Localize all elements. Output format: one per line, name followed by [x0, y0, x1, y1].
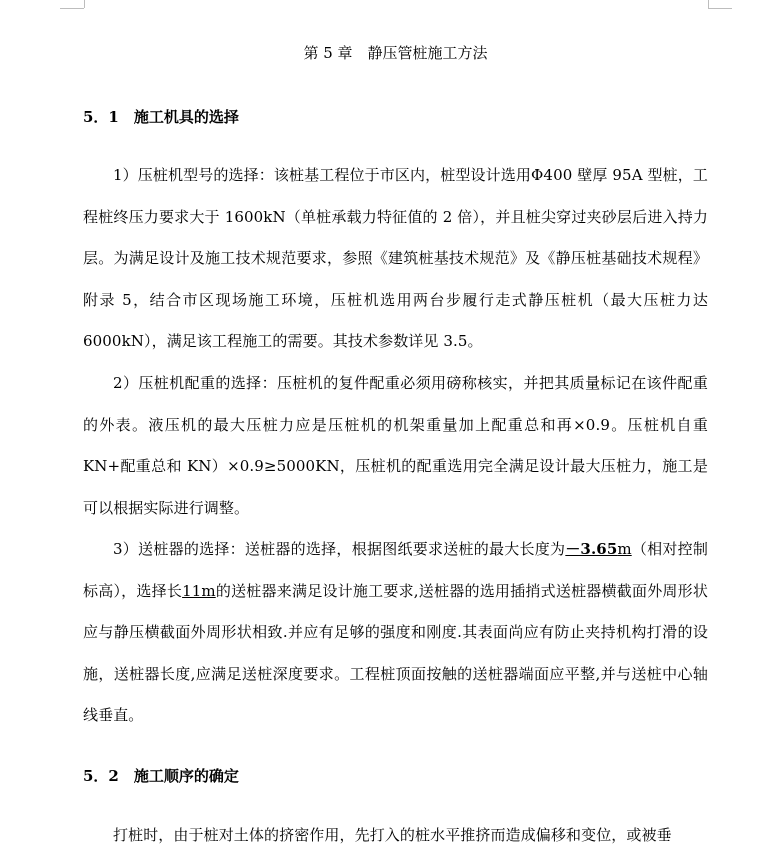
section-heading-5-1: 5．1 施工机具的选择: [83, 108, 239, 126]
page-corner-mark: [708, 0, 709, 8]
page-corner-mark: [60, 8, 84, 9]
paragraph-text: （相对控制标高），选择长: [83, 540, 708, 600]
paragraph-pile-follower: [83, 529, 708, 737]
follower-length: 11m: [182, 581, 216, 600]
page-corner-mark: [708, 8, 732, 9]
paragraph-text: 的送桩器来满足设计施工要求,送桩器的选用插捎式送桩器横截面外周形状应与静压横截面外周形状相致.并应有足够的强度和刚度.其表面尚应有防止夹持机构打滑的设施，送桩器长度,应满足送桩深度要求。工程桩顶面按触的送桩器端面应平整,并与送桩中心轴线垂直。: [83, 581, 708, 724]
paragraph-press-machine-model: 1）压桩机型号的选择：该桩基工程位于市区内，桩型设计选用Φ400 壁厚 95A 型桩，工程桩终压力要求大于 1600kN（单桩承载力特征值的 2 倍），并且桩尖穿过夹砂层后进入持力层。为满足设计及施工技术规范要求，参照《建筑桩基技术规范》及《静压桩基础技术规程》附录 5，结合市区现场施工环境，压桩机选用两台步履行走式静压桩机（最大压桩力达 6000kN），满足该工程施工的需要。其技术参数详见 3.5。: [83, 166, 708, 350]
paragraph-press-machine-weight: 2）压桩机配重的选择：压桩机的复件配重必须用磅称核实，并把其质量标记在该件配重的外表。液压机的最大压桩力应是压桩机的机架重量加上配重总和再×0.9。压桩机自重 KN+配重总和 KN）×0.9≥5000KN，压桩机的配重选用完全满足设计最大压桩力，施工是可以根据实际进行调整。: [83, 374, 708, 517]
section-heading-5-2: 5．2 施工顺序的确定: [83, 767, 239, 785]
max-follow-length: －3.65: [565, 540, 618, 558]
page-corner-mark: [84, 0, 85, 8]
paragraph-construction-sequence: 打桩时，由于桩对土体的挤密作用，先打入的桩水平推挤而造成偏移和变位，或被垂: [113, 826, 672, 844]
chapter-title: 第 5 章 静压管桩施工方法: [303, 44, 488, 62]
paragraph-text: 3）送桩器的选择：送桩器的选择，根据图纸要求送桩的最大长度为: [113, 540, 566, 558]
length-unit: m: [617, 540, 632, 558]
